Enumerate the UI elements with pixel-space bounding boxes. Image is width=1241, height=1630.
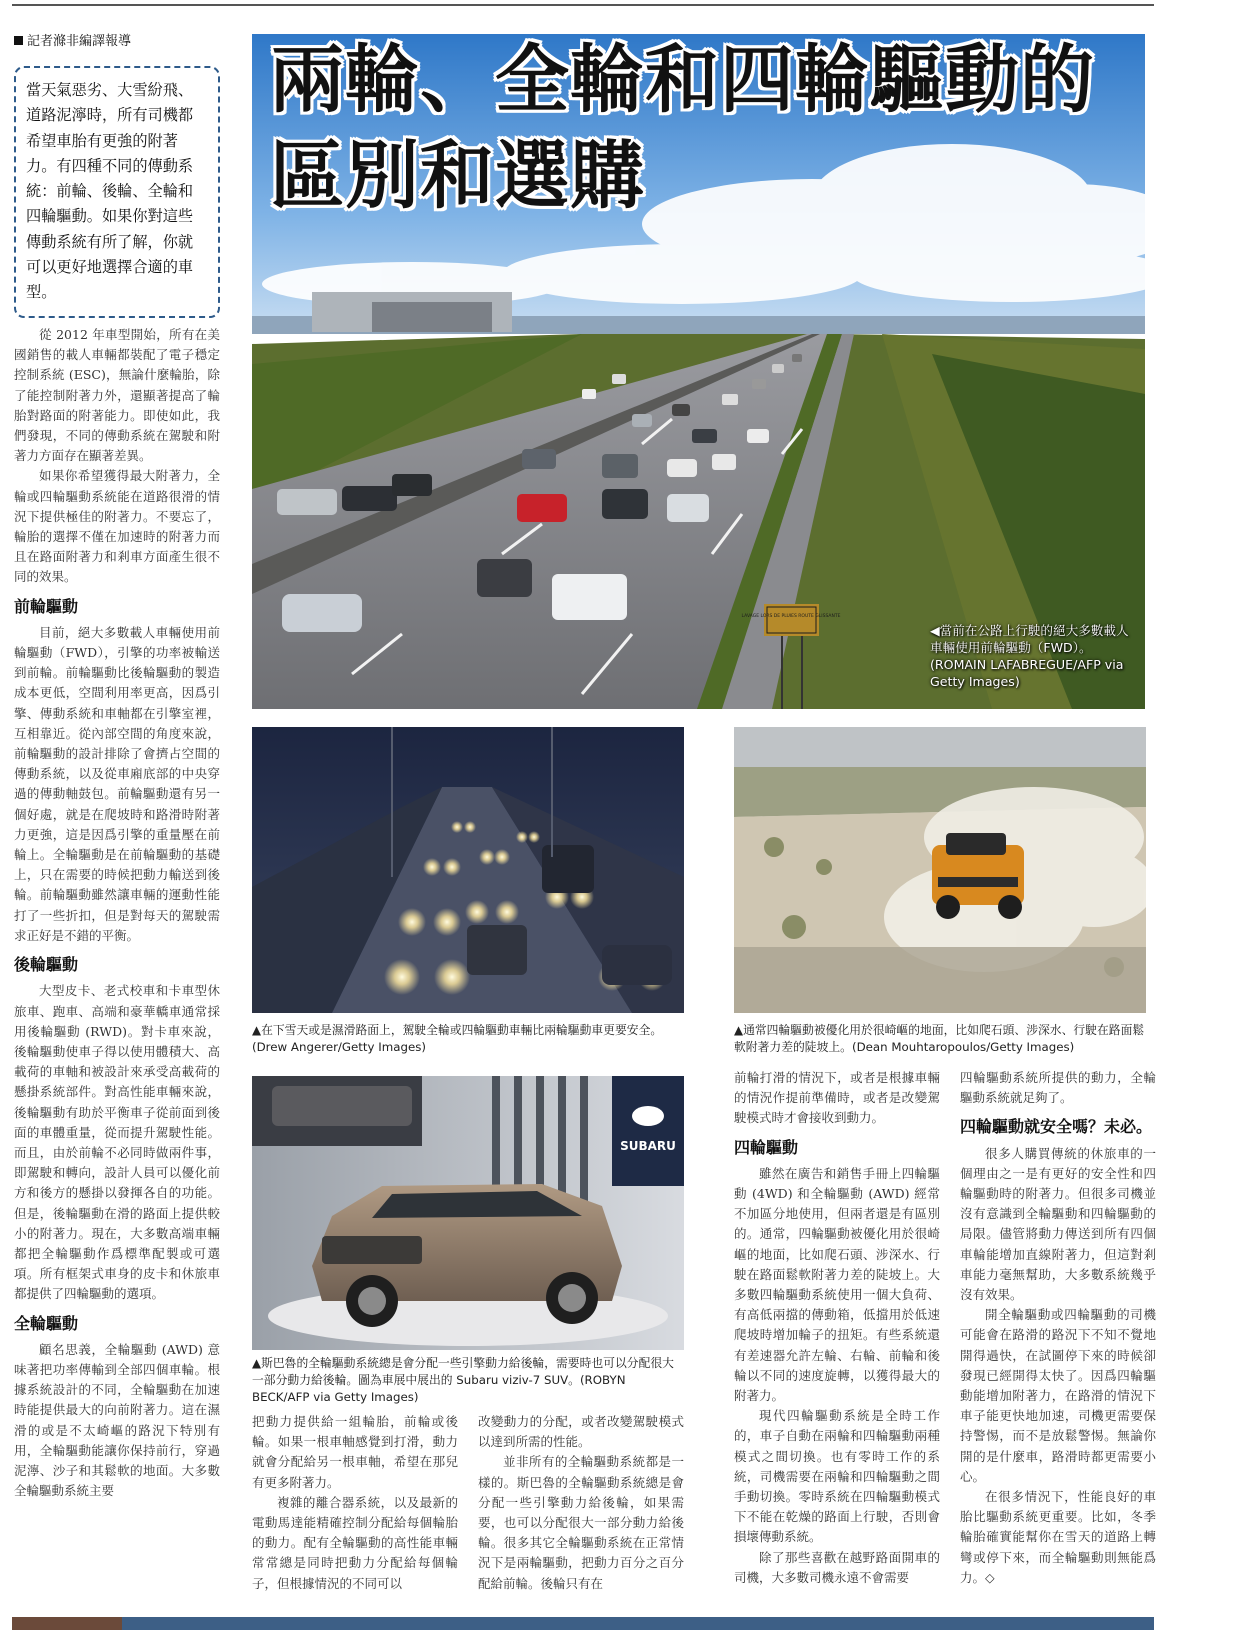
article-column-right-1 — [734, 1068, 940, 1588]
heading-4wd: 四輪驅動 — [734, 1137, 799, 1157]
heading-awd: 全輪驅動 — [14, 1313, 79, 1333]
paragraph-subaru: 並非所有的全輪驅動系統都是一樣的。斯巴魯的全輪驅動系統總是會分配一些引擎動力給後輪，如果需要，也可以分配很大一部分動力給後輪。很多其它全輪驅動系統在正常情況下是兩輪驅動，把動力百分之百分配給前輪。後輪只有在 — [478, 1454, 684, 1591]
paragraph-clutch: 複雜的離合器系統，以及最新的電動馬達能精確控制分配給每個輪胎的動力。配有全輪驅動的高性能車輛常常總是同時把動力分配給每個輪子，但根據情況的不同可以 — [252, 1494, 458, 1591]
headline — [270, 32, 1095, 224]
paragraph-rwd: 大型皮卡、老式校車和卡車型休旅車、跑車、高端和豪華轎車通常採用後輪驅動 (RWD)。對卡車來說，後輪驅動使車子得以使用體積大、高載荷的車軸和被設計來承受高載荷的懸掛系統部件。對高性能車輛來說，後輪驅動有助於平衡車子從前面到後面的車體重量，從而提升駕駛性能。而且，由於前輪不必同時做兩件事，即駕駛和轉向，設計人員可以優化前方和後方的懸掛以發揮各自的功能。但是，後輪驅動在滑的路面上提供較小的附著力。現在，大多數高端車輛都把全輪驅動作爲標準配製或可選項。所有框架式車身的皮卡和休旅車都提供了四輪驅動的選項。 — [14, 983, 220, 1302]
paragraph-awd: 顧名思義，全輪驅動 (AWD) 意味著把功率傳輸到全部四個車輪。根據系統設計的不同，全輪驅動在加速時能提供最大的向前附著力。這在濕滑的或是不太崎嶇的路況下特別有用，全輪驅動能讓你保持前行，穿過泥濘、沙子和其鬆軟的地面。大多數全輪驅動系統主要 — [14, 1341, 220, 1499]
paragraph-awd-cont-2: 改變動力的分配，或者改變駕駛模式以達到所需的性能。 — [478, 1414, 684, 1450]
headline-line-2: 區別和選購 — [270, 133, 645, 219]
caption-subaru: ▲斯巴魯的全輪驅動系統總是會分配一些引擎動力給後輪，需要時也可以分配很大一部分動力給後輪。圖為車展中展出的 Subaru viziv-7 SUV。(ROBYN BECK/AFP via Getty Images) — [252, 1356, 674, 1404]
heading-rwd: 後輪驅動 — [14, 955, 79, 975]
hero-caption: ◀當前在公路上行駛的絕大多數載人車輛使用前輪驅動（FWD）。(ROMAIN LAFABREGUE/AFP via Getty Images) — [930, 623, 1129, 689]
paragraph-safety-1: 很多人購買傳統的休旅車的一個理由之一是有更好的安全性和四輪驅動時的附著力。但很多司機並沒有意識到全輪驅動和四輪驅動的局限。儘管將動力傳送到所有四個車輪能增加直線附著力，但這對剎車能力毫無幫助，大多數系統幾乎沒有效果。 — [960, 1145, 1156, 1303]
paragraph-safety-3: 在很多情況下，性能良好的車胎比驅動系統更重要。比如，冬季輪胎確實能幫你在雪天的道路上轉彎或停下來，而全輪驅動則無能爲力。◇ — [960, 1489, 1156, 1585]
square-bullet-icon — [14, 36, 23, 45]
subaru-suv-photo — [252, 1076, 684, 1350]
night-road-photo — [252, 727, 684, 1013]
bottom-strip — [12, 1617, 1154, 1630]
offroad-photo — [734, 727, 1146, 1013]
subaru-brand-text: SUBARU — [620, 1139, 676, 1153]
article-column-left — [14, 325, 220, 1501]
caption-offroad: ▲通常四輪驅動被優化用於很崎嶇的地面，比如爬石頭、涉深水、行駛在路面鬆軟附著力差的陡坡上。(Dean Mouhtaropoulos/Getty Images) — [734, 1023, 1145, 1054]
paragraph-4wd-1: 雖然在廣告和銷售手冊上四輪驅動 (4WD) 和全輪驅動 (AWD) 經常不加區分地使用，但兩者還是有區別的。通常，四輪驅動被優化用於很崎嶇的地面，比如爬石頭、涉深水、行駛在路面鬆軟附著力差的陡坡上。大多數四輪驅動系統使用一個大負荷、有高低兩擋的傳動箱，低擋用於低速爬坡時增加輪子的扭矩。有些系統還有差速器允許左輪、右輪、前輪和後輪以不同的速度旋轉，以獲得最大的附著力。 — [734, 1165, 940, 1404]
top-rule — [12, 4, 1154, 6]
byline-text: 記者滌非編譯報導 — [27, 34, 132, 49]
paragraph-awd-cont: 把動力提供給一組輪胎，前輪或後輪。如果一根車軸感覺到打滑，動力就會分配給另一根車軸，希望在那兒有更多附著力。 — [252, 1414, 458, 1490]
paragraph-rear-slip: 前輪打滑的情況下，或者是根據車輛的情況作提前準備時，或者是改變駕駛模式時才會接收到動力。 — [734, 1070, 940, 1126]
article-column-b2 — [478, 1412, 684, 1594]
paragraph-fwd: 目前，絕大多數載人車輛使用前輪驅動（FWD），引擎的功率被輸送到前輪。前輪驅動比後輪驅動的製造成本更低，空間利用率更高，因爲引擎、傳動系統和車軸都在引擎室裡，互相靠近。從內部空間的角度來說，前輪驅動的設計排除了會擠占空間的傳動系統，以及從車廂底部的中央穿過的傳動軸鼓包。前輪驅動還有另一個好處，就是在爬坡時和路滑時附著力更強，這是因爲引擎的重量壓在前輪上。全輪驅動是在前輪驅動的基礎上，只在需要的時候把動力輸送到後輪。前輪驅動雖然讓車輛的運動性能打了一些折扣，但是對每天的駕駛需求正好是不錯的平衡。 — [14, 624, 220, 943]
lead-box: 當天氣惡劣、大雪紛飛、道路泥濘時，所有司機都希望車胎有更強的附著力。有四種不同的傳動系統：前輪、後輪、全輪和四輪驅動。如果你對這些傳動系統有所了解，你就可以更好地選擇合適的車型。 — [14, 66, 220, 318]
caption-night-road: ▲在下雪天或是濕滑路面上，駕駛全輪或四輪驅動車輛比兩輪驅動車更要安全。(Drew Angerer/Getty Images) — [252, 1023, 663, 1054]
paragraph-4wd-cont: 四輪驅動系統所提供的動力，全輪驅動系統就足夠了。 — [960, 1070, 1156, 1106]
paragraph-4wd-2: 現代四輪驅動系統是全時工作的，車子自動在兩輪和四輪驅動兩種模式之間切換。也有零時工作的系統，司機需要在兩輪和四輪驅動之間手動切換。零時系統在四輪驅動模式下不能在乾燥的路面上行駛，否則會損壞傳動系統。 — [734, 1408, 940, 1545]
byline — [14, 30, 131, 49]
article-column-b1 — [252, 1412, 458, 1594]
paragraph-safety-2: 開全輪驅動或四輪驅動的司機可能會在路滑的路況下不知不覺地開得過快，在試圖停下來的時候卻發現已經開得太快了。因爲四輪驅動能增加附著力，在路滑的情況下車子能更快地加速，司機更需要保持警惕，而不是放鬆警惕。無論你開的是什麼車，路滑時都更需要小心。 — [960, 1307, 1156, 1484]
article-column-right-2 — [960, 1068, 1156, 1588]
heading-safety: 四輪驅動就安全嗎？未必。 — [960, 1117, 1153, 1137]
heading-fwd: 前輪驅動 — [14, 596, 79, 616]
headline-line-1: 兩輪、全輪和四輪驅動的 — [270, 37, 1095, 123]
paragraph-intro: 從 2012 年車型開始，所有在美國銷售的載人車輛都裝配了電子穩定控制系統 (ESC)，無論什麼輪胎，除了能控制附著力外，還顯著提高了輪胎對路面的附著能力。即使如此，我們發現，不同的傳動系統在駕駛和附著力方面存在顯著差異。 — [14, 327, 220, 464]
paragraph-intro-2: 如果你希望獲得最大附著力，全輪或四輪驅動系統能在道路很滑的情況下提供極佳的附著力。不要忘了，輪胎的選擇不僅在加速時的附著力而且在路面附著力和剎車方面產生很不同的效果。 — [14, 468, 220, 585]
paragraph-4wd-3: 除了那些喜歡在越野路面開車的司機，大多數司機永遠不會需要 — [734, 1549, 940, 1585]
road-sign-text: LAVAGE LORS DE PLUIES ROUTE GLISSANTE — [741, 614, 841, 619]
